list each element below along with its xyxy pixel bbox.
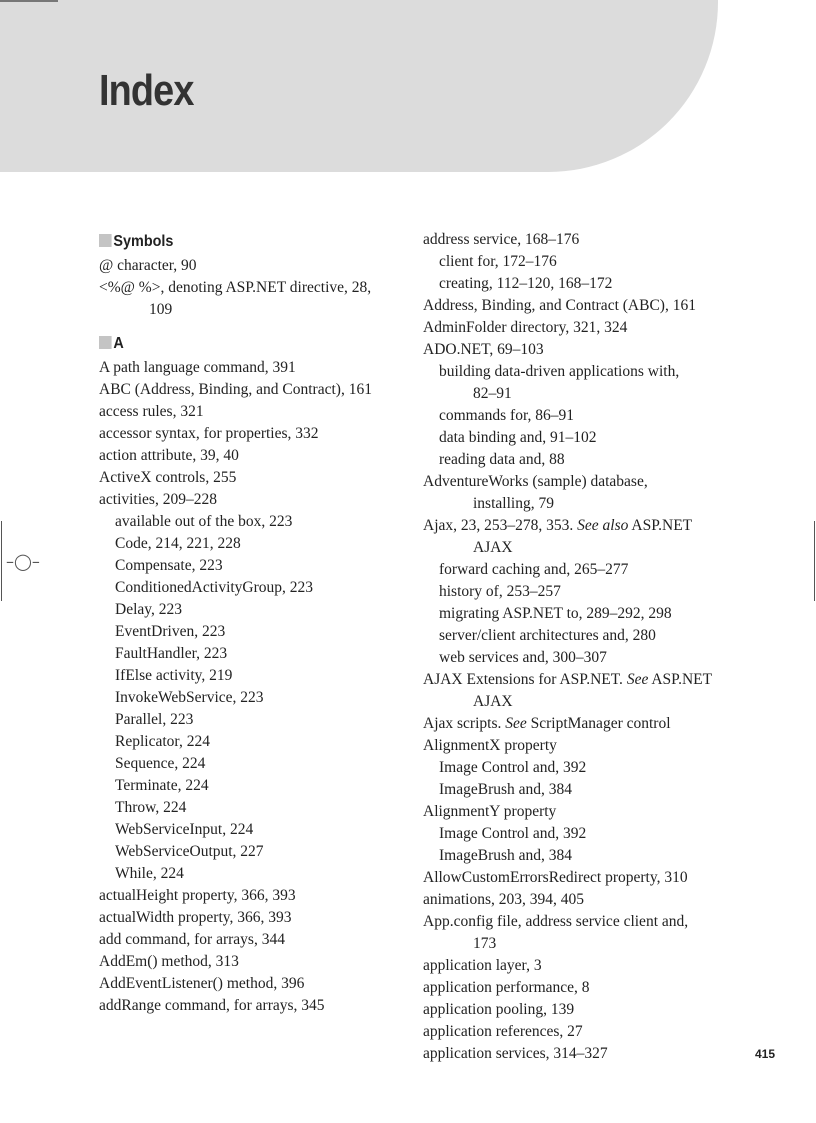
- index-entry: add command, for arrays, 344: [99, 931, 285, 948]
- index-entry: activities, 209–228: [99, 491, 217, 508]
- index-entry-continuation: 173: [473, 935, 497, 952]
- index-subentry: history of, 253–257: [439, 583, 561, 600]
- heading-box-icon: [99, 234, 112, 247]
- index-subentry: EventDriven, 223: [115, 623, 226, 640]
- index-entry-continuation: 82–91: [473, 385, 512, 402]
- index-subentry: migrating ASP.NET to, 289–292, 298: [439, 605, 672, 622]
- index-subentry: ConditionedActivityGroup, 223: [115, 579, 314, 596]
- index-entry: application references, 27: [423, 1023, 583, 1040]
- see-label: See: [505, 715, 527, 732]
- index-entry: application services, 314–327: [423, 1045, 608, 1062]
- index-entry: A path language command, 391: [99, 359, 296, 376]
- index-entry: Ajax scripts. See ScriptManager control: [423, 715, 671, 732]
- index-subentry: Throw, 224: [115, 799, 187, 816]
- left-margin-line: [1, 521, 2, 601]
- index-entry: ActiveX controls, 255: [99, 469, 237, 486]
- index-subentry: While, 224: [115, 865, 184, 882]
- index-subentry: Delay, 223: [115, 601, 183, 618]
- index-entry: application layer, 3: [423, 957, 542, 974]
- top-rule: [0, 0, 58, 2]
- index-subentry: commands for, 86–91: [439, 407, 574, 424]
- index-subentry: available out of the box, 223: [115, 513, 293, 530]
- index-entry: AddEm() method, 313: [99, 953, 239, 970]
- index-subentry: ImageBrush and, 384: [439, 847, 573, 864]
- section-heading-a: A: [99, 331, 369, 357]
- index-subentry: Parallel, 223: [115, 711, 194, 728]
- crop-mark-icon: –◯–: [6, 552, 40, 571]
- page-title: Index: [99, 66, 194, 115]
- index-entry: @ character, 90: [99, 257, 197, 274]
- index-entry: AddEventListener() method, 396: [99, 975, 305, 992]
- index-entry: Address, Binding, and Contract (ABC), 161: [423, 297, 696, 314]
- index-subentry: InvokeWebService, 223: [115, 689, 264, 706]
- index-subentry: IfElse activity, 219: [115, 667, 233, 684]
- index-entry: Ajax, 23, 253–278, 353. See also ASP.NET: [423, 517, 693, 534]
- index-entry: actualWidth property, 366, 393: [99, 909, 292, 926]
- see-also-label: See also: [577, 517, 629, 534]
- index-entry: access rules, 321: [99, 403, 204, 420]
- index-subentry: building data-driven applications with,: [439, 363, 680, 380]
- index-entry-continuation: 109: [149, 301, 173, 318]
- index-subentry: FaultHandler, 223: [115, 645, 228, 662]
- index-entry: address service, 168–176: [423, 231, 580, 248]
- index-subentry: Compensate, 223: [115, 557, 223, 574]
- index-subentry: reading data and, 88: [439, 451, 565, 468]
- see-label: See: [626, 671, 649, 688]
- index-subentry: data binding and, 91–102: [439, 429, 597, 446]
- index-entry: animations, 203, 394, 405: [423, 891, 585, 908]
- index-subentry: Terminate, 224: [115, 777, 209, 794]
- index-entry-continuation: AJAX: [473, 539, 513, 556]
- index-entry: application performance, 8: [423, 979, 590, 996]
- page-number: 415: [755, 1047, 776, 1061]
- index-entry: <%@ %>, denoting ASP.NET directive, 28,: [99, 279, 372, 296]
- index-entry: AlignmentY property: [423, 803, 557, 820]
- index-entry: action attribute, 39, 40: [99, 447, 239, 464]
- index-entry: AllowCustomErrorsRedirect property, 310: [423, 869, 688, 886]
- index-entry: AJAX Extensions for ASP.NET. See ASP.NET: [423, 671, 713, 688]
- index-entry-continuation: installing, 79: [473, 495, 554, 512]
- index-entry: ABC (Address, Binding, and Contract), 161: [99, 381, 372, 398]
- index-subentry: client for, 172–176: [439, 253, 557, 270]
- index-entry: AdminFolder directory, 321, 324: [423, 319, 628, 336]
- index-column-left: [99, 229, 399, 1017]
- index-entry: application pooling, 139: [423, 1001, 575, 1018]
- index-entry: App.config file, address service client and,: [423, 913, 689, 930]
- index-entry: ADO.NET, 69–103: [423, 341, 544, 358]
- index-subentry: creating, 112–120, 168–172: [439, 275, 613, 292]
- index-entry: AdventureWorks (sample) database,: [423, 473, 648, 490]
- right-margin-line: [814, 521, 815, 601]
- index-entry: AlignmentX property: [423, 737, 557, 754]
- index-subentry: ImageBrush and, 384: [439, 781, 573, 798]
- index-subentry: web services and, 300–307: [439, 649, 607, 666]
- heading-box-icon: [99, 336, 112, 349]
- section-heading-symbols: Symbols: [99, 229, 369, 255]
- index-entry: addRange command, for arrays, 345: [99, 997, 325, 1014]
- index-subentry: WebServiceInput, 224: [115, 821, 254, 838]
- index-column-right: [423, 229, 723, 1065]
- index-subentry: server/client architectures and, 280: [439, 627, 656, 644]
- index-subentry: Image Control and, 392: [439, 825, 587, 842]
- index-subentry: Code, 214, 221, 228: [115, 535, 241, 552]
- index-subentry: Sequence, 224: [115, 755, 206, 772]
- index-subentry: WebServiceOutput, 227: [115, 843, 264, 860]
- index-subentry: forward caching and, 265–277: [439, 561, 629, 578]
- index-subentry: Image Control and, 392: [439, 759, 587, 776]
- index-entry: accessor syntax, for properties, 332: [99, 425, 319, 442]
- index-entry: actualHeight property, 366, 393: [99, 887, 296, 904]
- index-subentry: Replicator, 224: [115, 733, 210, 750]
- index-entry-continuation: AJAX: [473, 693, 513, 710]
